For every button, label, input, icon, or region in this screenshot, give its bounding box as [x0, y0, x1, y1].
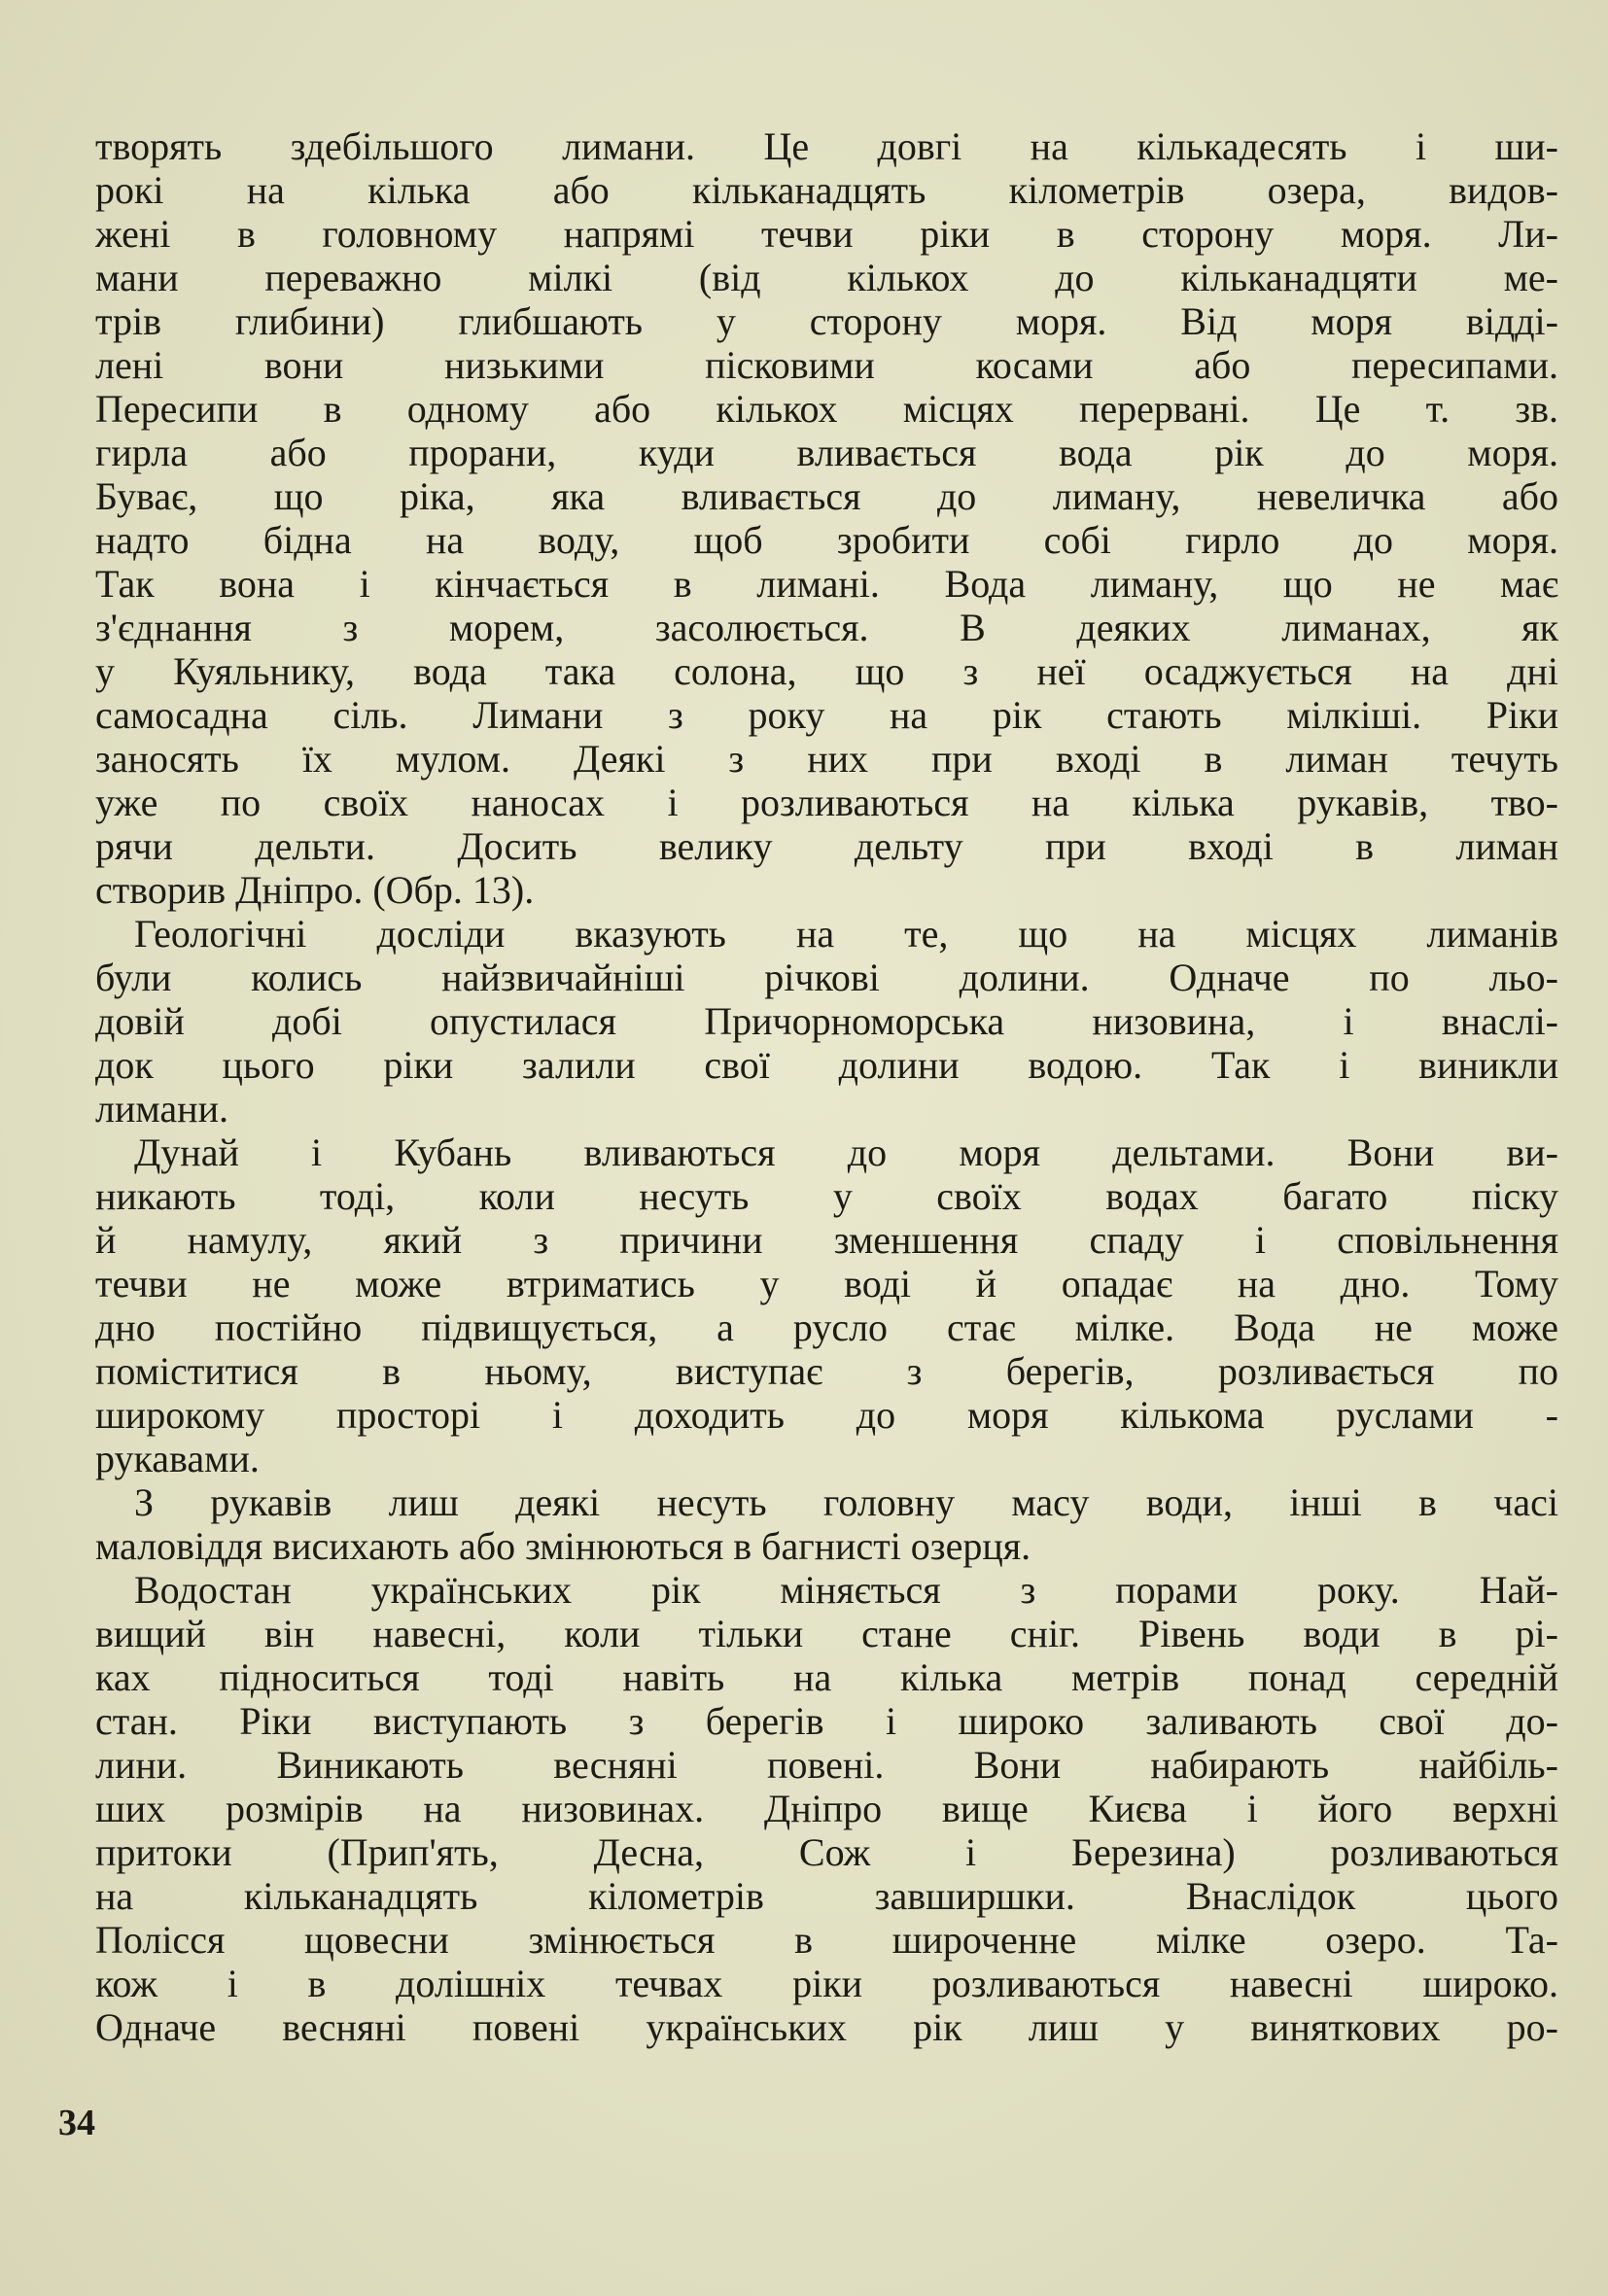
text-line: Дунай і Кубань вливаються до моря дельтами. Вони ви-: [134, 1131, 1558, 1174]
text-line: з'єднання з морем, засолюється. В деяких лиманах, як: [95, 606, 1558, 649]
text-line: трів глибини) глибшають у сторону моря. Від моря відді-: [95, 299, 1558, 343]
text-line: Геологічні досліди вказують на те, що на місцях лиманів: [134, 912, 1558, 956]
text-line: ших розмірів на низовинах. Дніпро вище Києва і його верхні: [95, 1787, 1558, 1830]
text-line: Пересипи в одному або кількох місцях перервані. Це т. зв.: [95, 387, 1558, 431]
text-line: вищий він навесні, коли тільки стане сніг. Рівень води в рі-: [95, 1612, 1558, 1655]
text-line: гирла або прорани, куди вливається вода рік до моря.: [95, 431, 1558, 474]
text-line: притоки (Прип'ять, Десна, Сож і Березина) розливаються: [95, 1830, 1558, 1874]
text-line: самосадна сіль. Лимани з року на рік стають мілкіші. Ріки: [95, 693, 1558, 737]
page-number: 34: [58, 2103, 95, 2143]
text-line: довій добі опустилася Причорноморська низовина, і внаслі-: [95, 999, 1558, 1043]
text-line: уже по своїх наносах і розливаються на кілька рукавів, тво-: [95, 781, 1558, 824]
text-line: Водостан українських рік міняється з порами року. Най-: [134, 1568, 1558, 1612]
text-line: творять здебільшого лимани. Це довгі на кількадесять і ши-: [95, 124, 1558, 168]
text-line: й намулу, який з причини зменшення спаду і сповільнення: [95, 1218, 1558, 1262]
text-line: заносять їх мулом. Деякі з них при вході в лиман течуть: [95, 737, 1558, 781]
text-line: створив Дніпро. (Обр. 13).: [95, 868, 535, 912]
text-line: Так вона і кінчається в лимані. Вода лиману, що не має: [95, 562, 1558, 606]
text-line: мани переважно мілкі (від кількох до кільканадцяти ме-: [95, 256, 1558, 299]
text-line: на кільканадцять кілометрів завширшки. Внаслідок цього: [95, 1874, 1558, 1918]
text-line: течви не може втриматись у воді й опадає на дно. Тому: [95, 1262, 1558, 1305]
text-line: лимани.: [95, 1087, 228, 1131]
text-line: Одначе весняні повені українських рік лиш у виняткових ро-: [95, 2005, 1558, 2049]
text-line: кож і в долішніх течвах ріки розливаються навесні широко.: [95, 1962, 1558, 2005]
body-text: [95, 124, 1558, 2049]
text-line: рокі на кілька або кільканадцять кілометрів озера, видов-: [95, 168, 1558, 212]
text-line: рячи дельти. Досить велику дельту при вході в лиман: [95, 824, 1558, 868]
text-line: ках підноситься тоді навіть на кілька метрів понад середній: [95, 1655, 1558, 1699]
text-line: Буває, що ріка, яка вливається до лиману, невеличка або: [95, 474, 1558, 518]
text-line: жені в головному напрямі течви ріки в сторону моря. Ли-: [95, 212, 1558, 256]
text-line: стан. Ріки виступають з берегів і широко заливають свої до-: [95, 1699, 1558, 1743]
text-line: у Куяльнику, вода така солона, що з неї осаджується на дні: [95, 649, 1558, 693]
text-line: рукавами.: [95, 1437, 260, 1480]
text-line: док цього ріки залили свої долини водою. Так і виникли: [95, 1043, 1558, 1087]
text-line: надто бідна на воду, щоб зробити собі гирло до моря.: [95, 518, 1558, 562]
text-line: Полісся щовесни змінюється в широченне мілке озеро. Та-: [95, 1918, 1558, 1962]
text-line: були колись найзвичайніші річкові долини. Одначе по льо-: [95, 956, 1558, 999]
text-line: широкому просторі і доходить до моря кількома руслами -: [95, 1393, 1558, 1437]
text-line: никають тоді, коли несуть у своїх водах багато піску: [95, 1174, 1558, 1218]
text-line: З рукавів лиш деякі несуть головну масу води, інші в часі: [134, 1480, 1558, 1524]
text-line: маловіддя висихають або змінюються в багнисті озерця.: [95, 1524, 1031, 1568]
text-line: лені вони низькими пісковими косами або пересипами.: [95, 343, 1558, 387]
text-line: поміститися в ньому, виступає з берегів, розливається по: [95, 1349, 1558, 1393]
text-line: лини. Виникають весняні повені. Вони набирають найбіль-: [95, 1743, 1558, 1787]
text-line: дно постійно підвищується, а русло стає мілке. Вода не може: [95, 1305, 1558, 1349]
